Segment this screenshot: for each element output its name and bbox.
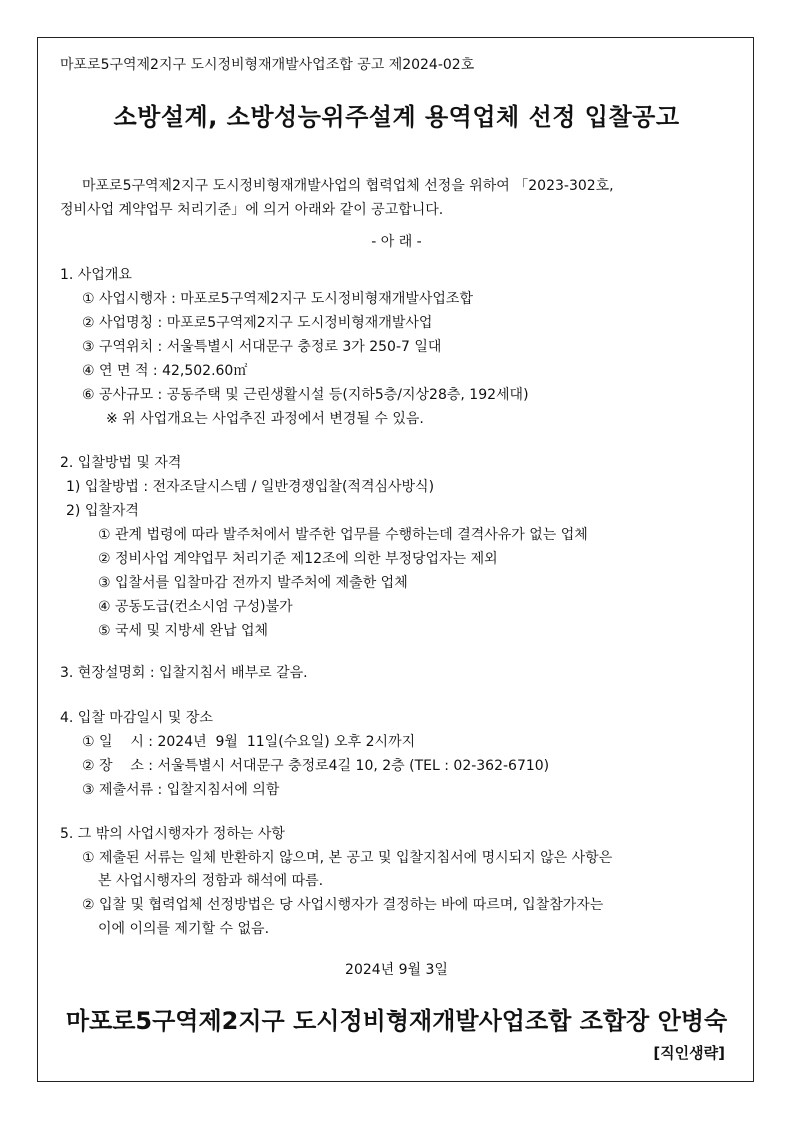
section5-item-1-line-2: 본 사업시행자의 정함과 해석에 따름. bbox=[98, 873, 324, 889]
section5-item-2-line-2: 이에 이의를 제기할 수 없음. bbox=[98, 921, 270, 937]
section4-item: ③ 제출서류 : 입찰지침서에 의함 bbox=[82, 782, 280, 798]
section2-qual-title: 2) 입찰자격 bbox=[66, 503, 139, 519]
section4-item: ① 일 시 : 2024년 9월 11일(수요일) 오후 2시까지 bbox=[82, 734, 416, 750]
section5-item-1-line-1: ① 제출된 서류는 일체 반환하지 않으며, 본 공고 및 입찰지침서에 명시되지 않은 사항은 bbox=[82, 850, 613, 866]
section4-item: ② 장 소 : 서울특별시 서대문구 충정로4길 10, 2층 (TEL : 02-362-6710) bbox=[82, 758, 550, 774]
section2-method: 1) 입찰방법 : 전자조달시스템 / 일반경쟁입찰(적격심사방식) bbox=[66, 479, 435, 495]
notice-number: 마포로5구역제2지구 도시정비형재개발사업조합 공고 제2024-02호 bbox=[60, 57, 475, 73]
section1-title: 1. 사업개요 bbox=[60, 267, 132, 283]
section2-qual-item: ① 관계 법령에 따라 발주처에서 발주한 업무를 수행하는데 결격사유가 없는 업체 bbox=[98, 527, 588, 543]
section2-qual-item: ⑤ 국세 및 지방세 완납 업체 bbox=[98, 623, 269, 639]
section1-item: ⑥ 공사규모 : 공동주택 및 근린생활시설 등(지하5층/지상28층, 192세대) bbox=[82, 387, 529, 403]
issuer-name: 마포로5구역제2지구 도시정비형재개발사업조합 조합장 안병숙 bbox=[65, 1007, 728, 1035]
section5-title: 5. 그 밖의 사업시행자가 정하는 사항 bbox=[60, 826, 285, 842]
intro-line-2: 정비사업 계약업무 처리기준」에 의거 아래와 같이 공고합니다. bbox=[60, 202, 444, 218]
section1-item: ③ 구역위치 : 서울특별시 서대문구 충정로 3가 250-7 일대 bbox=[82, 339, 442, 355]
section1-item: ④ 연 면 적 : 42,502.60㎡ bbox=[82, 363, 248, 379]
section1-note: ※ 위 사업개요는 사업추진 과정에서 변경될 수 있음. bbox=[106, 411, 424, 427]
notice-title: 소방설계, 소방성능위주설계 용역업체 선정 입찰공고 bbox=[113, 103, 680, 131]
notice-date: 2024년 9월 3일 bbox=[345, 962, 448, 978]
section5-item-2-line-1: ② 입찰 및 협력업체 선정방법은 당 사업시행자가 결정하는 바에 따르며, 입찰참가자는 bbox=[82, 897, 604, 913]
section2-title: 2. 입찰방법 및 자격 bbox=[60, 455, 182, 471]
section1-item: ② 사업명칭 : 마포로5구역제2지구 도시정비형재개발사업 bbox=[82, 315, 433, 331]
below-mark: - 아 래 - bbox=[371, 234, 422, 250]
section4-title: 4. 입찰 마감일시 및 장소 bbox=[60, 710, 213, 726]
section3-title: 3. 현장설명회 : 입찰지침서 배부로 갈음. bbox=[60, 665, 308, 681]
section2-qual-item: ④ 공동도급(컨소시엄 구성)불가 bbox=[98, 599, 293, 615]
section1-item: ① 사업시행자 : 마포로5구역제2지구 도시정비형재개발사업조합 bbox=[82, 291, 473, 307]
section2-qual-item: ③ 입찰서를 입찰마감 전까지 발주처에 제출한 업체 bbox=[98, 575, 408, 591]
intro-line-1: 마포로5구역제2지구 도시정비형재개발사업의 협력업체 선정을 위하여 「2023-302호, bbox=[82, 178, 614, 194]
section2-qual-item: ② 정비사업 계약업무 처리기준 제12조에 의한 부정당업자는 제외 bbox=[98, 551, 498, 567]
seal-omitted-note: [직인생략] bbox=[653, 1044, 725, 1062]
